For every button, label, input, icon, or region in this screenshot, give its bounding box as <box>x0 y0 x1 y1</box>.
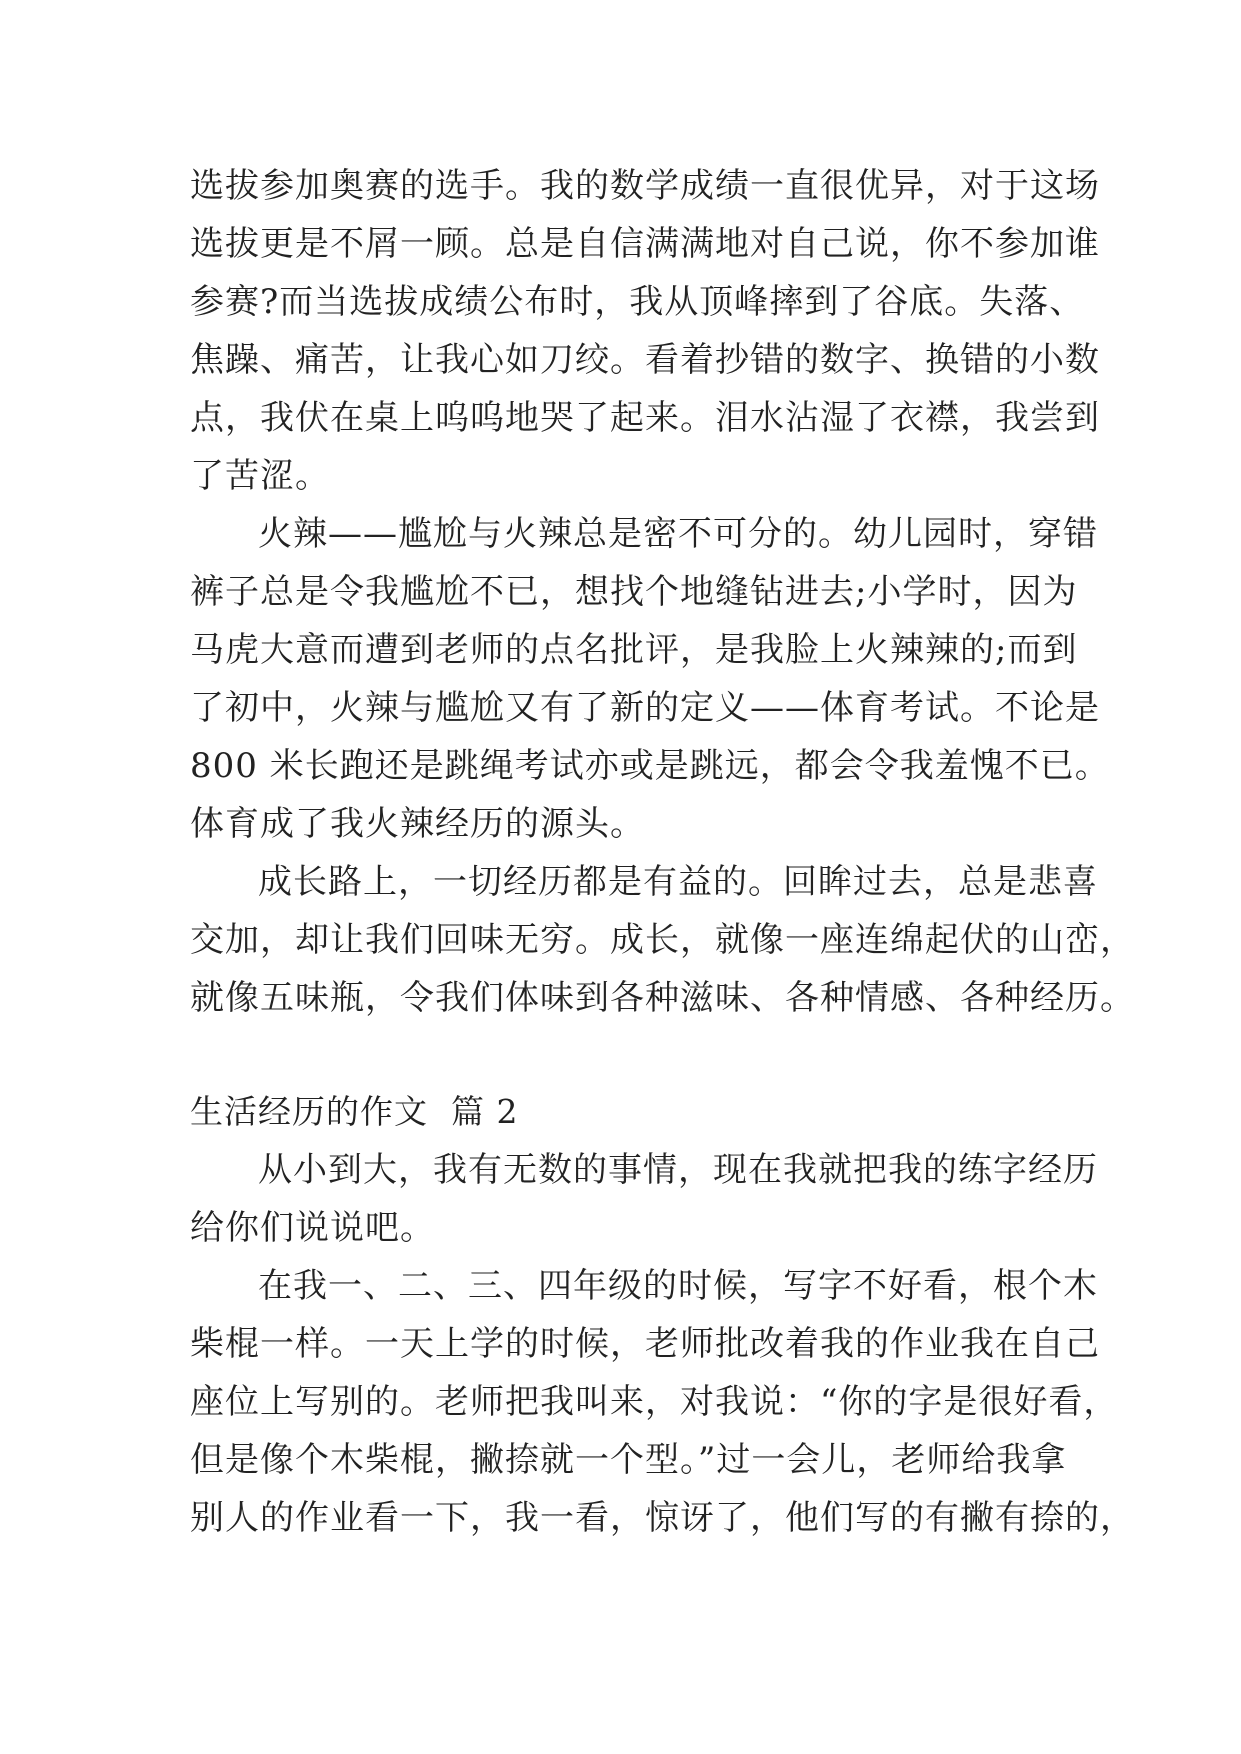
text-line: 交加，却让我们回味无穷。成长，就像一座连绵起伏的山峦， <box>190 920 1135 960</box>
text-line: 800 米长跑还是跳绳考试亦或是跳远，都会令我羞愧不已。 <box>190 746 1110 786</box>
text-line: 选拔更是不屑一顾。总是自信满满地对自己说，你不参加谁 <box>190 224 1100 264</box>
text-line: 点，我伏在桌上呜呜地哭了起来。泪水沾湿了衣襟，我尝到 <box>190 398 1100 438</box>
text-line: 选拔参加奥赛的选手。我的数学成绩一直很优异，对于这场 <box>190 166 1100 206</box>
text-line: 火辣——尴尬与火辣总是密不可分的。幼儿园时，穿错 <box>258 514 1098 554</box>
text-line: 成长路上，一切经历都是有益的。回眸过去，总是悲喜 <box>258 862 1098 902</box>
text-line: 参赛?而当选拔成绩公布时，我从顶峰摔到了谷底。失落、 <box>190 282 1085 322</box>
text-line: 座位上写别的。老师把我叫来，对我说：“你的字是很好看， <box>190 1382 1119 1422</box>
text-line: 给你们说说吧。 <box>190 1208 435 1248</box>
text-line: 柴棍一样。一天上学的时候，老师批改着我的作业我在自己 <box>190 1324 1100 1364</box>
text-line: 别人的作业看一下，我一看，惊讶了，他们写的有撇有捺的， <box>190 1498 1135 1538</box>
section-heading: 生活经历的作文 篇 2 <box>190 1092 519 1131</box>
text-line: 焦躁、痛苦，让我心如刀绞。看着抄错的数字、换错的小数 <box>190 340 1100 380</box>
text-line: 马虎大意而遭到老师的点名批评，是我脸上火辣辣的;而到 <box>190 630 1078 670</box>
text-line: 但是像个木柴棍，撇捺就一个型。”过一会儿，老师给我拿 <box>190 1440 1067 1480</box>
text-line: 了初中，火辣与尴尬又有了新的定义——体育考试。不论是 <box>190 688 1100 728</box>
text-line: 从小到大，我有无数的事情，现在我就把我的练字经历 <box>258 1150 1098 1190</box>
text-line: 体育成了我火辣经历的源头。 <box>190 804 645 844</box>
text-line: 就像五味瓶，令我们体味到各种滋味、各种情感、各种经历。 <box>190 978 1135 1018</box>
text-line: 在我一、二、三、四年级的时候，写字不好看，根个木 <box>258 1266 1098 1306</box>
text-line: 裤子总是令我尴尬不已，想找个地缝钻进去;小学时，因为 <box>190 572 1078 612</box>
text-line: 了苦涩。 <box>190 456 330 496</box>
